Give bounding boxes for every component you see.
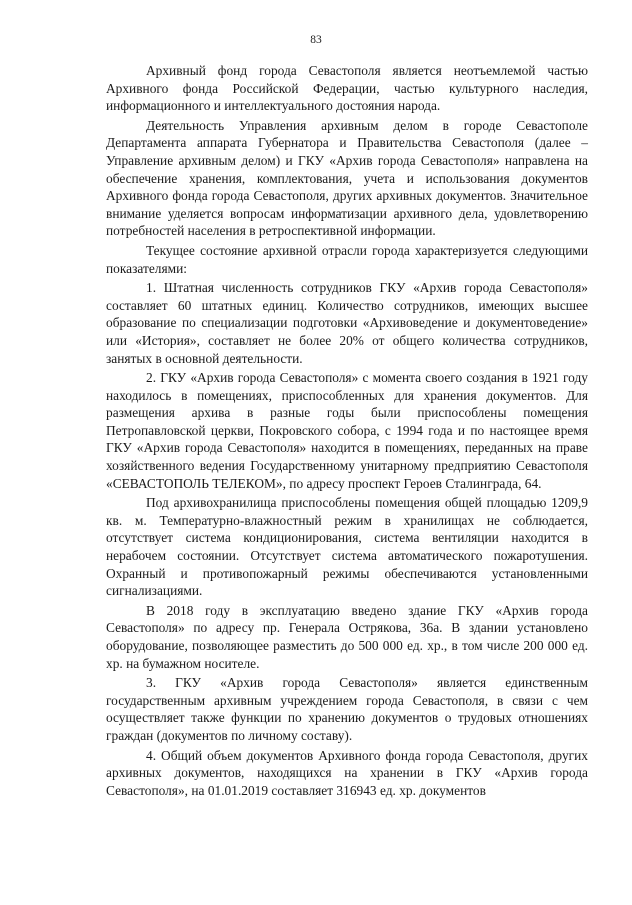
paragraph-archive-fund: Архивный фонд города Севастополя является неотъемлемой частью Архивного фонда Российской Федерации, частью культурного наследия, информационного и интеллектуального достояния народа.: [106, 63, 588, 114]
paragraph-department-activity: Деятельность Управления архивным делом в городе Севастополе Департамента аппарата Губернатора и Правительства Севастополя (далее – Управление архивным делом) и ГКУ «Архив города Севастополя» направлена на обеспечение хранения, комплектования, учета и использования документов Архивного фонда города Севастополя, других архивных документов. Значительное внимание уделяется вопросам информатизации архивного дела, удовлетворению потребностей населения в ретроспективной информации.: [106, 117, 588, 239]
page-number: 83: [310, 34, 322, 46]
paragraph-storage-area: Под архивохранилища приспособлены помещения общей площадью 1209,9 кв. м. Температурно-влажностный режим в хранилищах не соблюдается, отсутствует система кондиционирования, система вентиляции находится в нерабочем состоянии. Отсутствует система автоматического пожаротушения. Охранный и противопожарный режимы обеспечиваются установленными сигнализациями.: [106, 495, 588, 599]
paragraph-item-4-volume: 4. Общий объем документов Архивного фонда города Севастополя, других архивных документов, находящихся на хранении в ГКУ «Архив города Севастополя», на 01.01.2019 составляет 316943 ед. хр. документов: [106, 747, 588, 798]
paragraph-current-state: Текущее состояние архивной отрасли города характеризуется следующими показателями:: [106, 242, 588, 276]
paragraph-item-1-staff: 1. Штатная численность сотрудников ГКУ «Архив города Севастополя» составляет 60 штатных единиц. Количество сотрудников, имеющих высшее образование по специализации подготовки «Архивоведение и документоведение» или «История», составляет не более 20% от общего количества сотрудников, занятых в основной деятельности.: [106, 280, 588, 366]
paragraph-item-2-premises: 2. ГКУ «Архив города Севастополя» с момента своего создания в 1921 году находилось в помещениях, приспособленных для хранения документов. Для размещения архива в разные годы были приспособлены помещения Петропавловской церкви, Покровского собора, с 1994 года и по настоящее время ГКУ «Архив города Севастополя» находится в помещениях, переданных на праве хозяйственного ведения Государственному унитарному предприятию Севастополя «СЕВАСТОПОЛЬ ТЕЛЕКОМ», по адресу проспект Героев Сталинграда, 64.: [106, 370, 588, 491]
paragraph-new-building: В 2018 году в эксплуатацию введено здание ГКУ «Архив города Севастополя» по адресу пр. Генерала Острякова, 36а. В здании установлено оборудование, позволяющее разместить до 500 000 ед. хр., в том числе 200 000 ед. хр. на бумажном носителе.: [106, 602, 588, 671]
document-body: [106, 62, 588, 801]
paragraph-item-3-functions: 3. ГКУ «Архив города Севастополя» является единственным государственным архивным учреждением города Севастополя, в связи с чем осуществляет также функции по хранению документов о трудовых отношениях граждан (документов по личному составу).: [106, 675, 588, 743]
